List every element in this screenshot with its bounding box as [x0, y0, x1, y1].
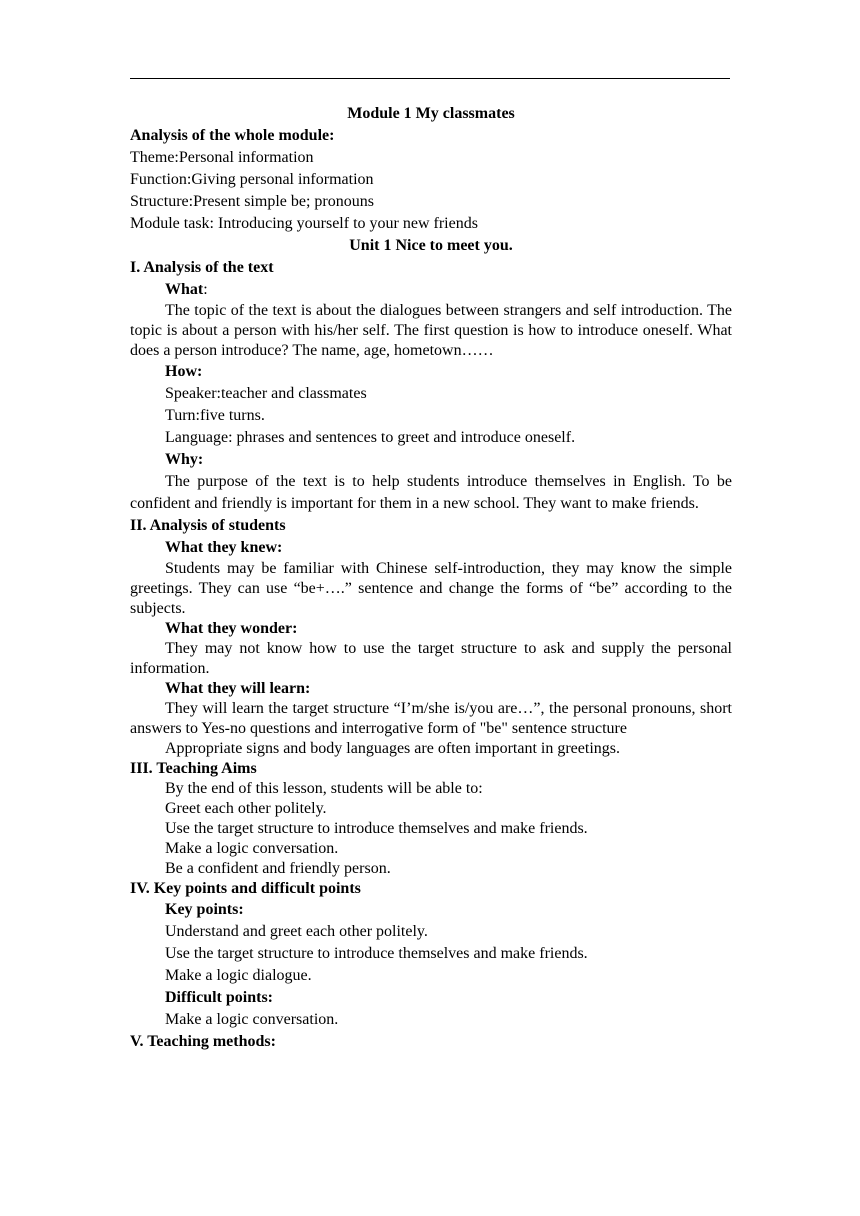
- what-heading: [130, 279, 732, 301]
- module-line: Structure:Present simple be; pronouns: [130, 193, 374, 210]
- why-heading: Why:: [165, 451, 204, 468]
- document-body: [130, 103, 732, 1053]
- aim-line: Make a logic conversation.: [165, 840, 339, 857]
- section-heading: I. Analysis of the text: [130, 259, 274, 276]
- module-line: Function:Giving personal information: [130, 171, 374, 188]
- key-point-line: Use the target structure to introduce themselves and make friends.: [165, 945, 588, 962]
- analysis-heading: Analysis of the whole module:: [130, 127, 335, 144]
- aim-line: Greet each other politely.: [165, 800, 327, 817]
- unit-title: Unit 1 Nice to meet you.: [349, 237, 513, 254]
- aim-line: Be a confident and friendly person.: [165, 860, 391, 877]
- module-line: Module task: Introducing yourself to your new friends: [130, 215, 478, 232]
- what-colon: :: [203, 281, 208, 298]
- how-line: Speaker:teacher and classmates: [165, 385, 367, 402]
- difficult-point-line: Make a logic conversation.: [165, 1011, 339, 1028]
- section-heading: II. Analysis of students: [130, 517, 286, 534]
- how-heading: How:: [165, 363, 203, 380]
- how-line: Turn:five turns.: [165, 407, 265, 424]
- section-heading: IV. Key points and difficult points: [130, 880, 361, 897]
- section-heading: III. Teaching Aims: [130, 760, 257, 777]
- how-line: Language: phrases and sentences to greet and introduce oneself.: [165, 429, 576, 446]
- key-point-line: Make a logic dialogue.: [165, 967, 312, 984]
- what-label: What: [165, 281, 204, 298]
- knew-heading: What they knew:: [165, 539, 283, 556]
- learn-paragraph: They will learn the target structure “I’m/she is/you are…”, the personal pronouns, short answers to Yes-no questions and interrogative form of "be" sentence structure: [130, 700, 732, 737]
- wonder-heading: What they wonder:: [165, 620, 298, 637]
- aim-line: By the end of this lesson, students will be able to:: [165, 780, 483, 797]
- why-paragraph: The purpose of the text is to help students introduce themselves in English. To be confident and friendly is important for them in a new school. They want to make friends.: [130, 473, 732, 512]
- section-heading: V. Teaching methods:: [130, 1033, 276, 1050]
- module-title: Module 1 My classmates: [347, 105, 515, 122]
- key-point-line: Understand and greet each other politely.: [165, 923, 428, 940]
- header-rule: [130, 78, 730, 79]
- what-paragraph: The topic of the text is about the dialogues between strangers and self introduction. The topic is about a person with his/her self. The first question is how to introduce oneself. What does a person introduce? The name, age, hometown……: [130, 302, 732, 359]
- key-points-heading: Key points:: [165, 901, 244, 918]
- difficult-points-heading: Difficult points:: [165, 989, 273, 1006]
- aim-line: Use the target structure to introduce themselves and make friends.: [165, 820, 588, 837]
- learn-line: Appropriate signs and body languages are often important in greetings.: [165, 740, 620, 757]
- wonder-paragraph: They may not know how to use the target structure to ask and supply the personal information.: [130, 640, 732, 677]
- knew-paragraph: Students may be familiar with Chinese self-introduction, they may know the simple greetings. They can use “be+….” sentence and change the forms of “be” according to the subjects.: [130, 560, 732, 617]
- module-line: Theme:Personal information: [130, 149, 314, 166]
- learn-heading: What they will learn:: [165, 680, 311, 697]
